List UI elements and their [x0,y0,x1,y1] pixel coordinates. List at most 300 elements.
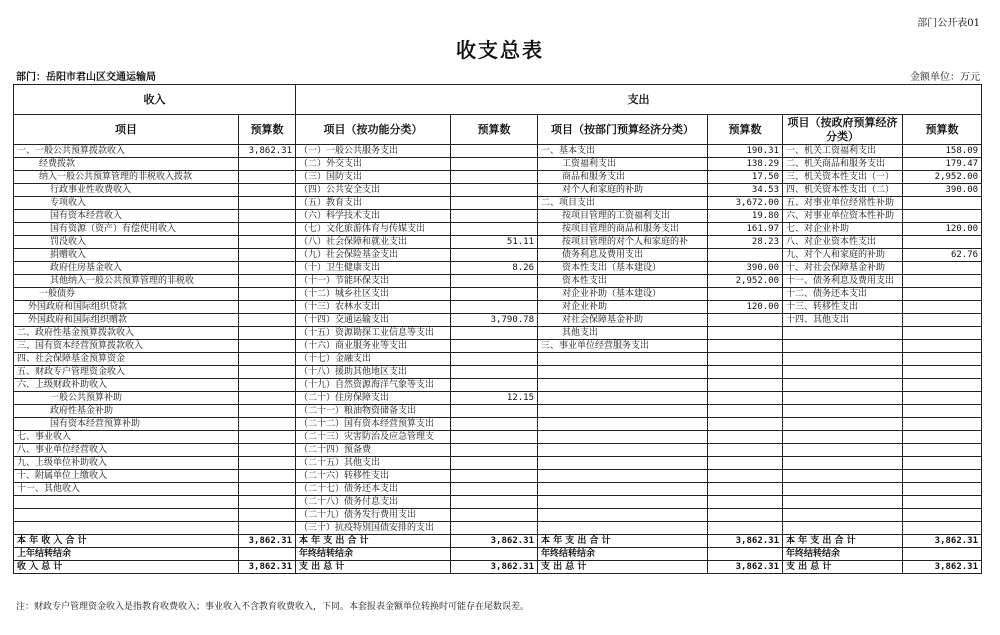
table-cell [239,249,296,262]
table-cell: （二十三）灾害防治及应急管理支 [296,431,451,444]
table-cell [239,496,296,509]
table-cell [783,327,903,340]
table-cell: 五、对事业单位经常性补助 [783,197,903,210]
table-cell [451,327,538,340]
table-cell: 3,790.78 [451,314,538,327]
table-cell [538,392,708,405]
table-cell: 九、上级单位补助收入 [14,457,239,470]
table-cell [239,444,296,457]
table-cell: 十三、转移性支出 [783,301,903,314]
econ-gov-item-header: 项目（按政府预算经济分类） [783,115,903,145]
table-row [14,353,982,366]
table-cell [451,210,538,223]
table-cell: 政府住房基金收入 [14,262,239,275]
table-cell [239,236,296,249]
table-cell [903,444,982,457]
table-cell [708,509,783,522]
table-cell: （二）外交支出 [296,158,451,171]
table-cell: （九）社会保险基金支出 [296,249,451,262]
total-row [14,535,982,548]
table-cell [538,496,708,509]
table-cell: 本 年 支 出 合 计 [296,535,451,548]
econ-dept-budget-header: 预算数 [708,115,783,145]
table-cell [239,301,296,314]
table-cell [903,392,982,405]
table-row [14,496,982,509]
table-cell: 年终结转结余 [296,548,451,561]
table-cell [708,392,783,405]
table-cell: （十二）城乡社区支出 [296,288,451,301]
table-cell [903,418,982,431]
table-cell [451,288,538,301]
table-cell [239,288,296,301]
table-row [14,392,982,405]
table-row [14,223,982,236]
table-row [14,509,982,522]
unit-label: 金额单位：万元 [910,72,980,83]
table-cell [903,483,982,496]
func-budget-header: 预算数 [451,115,538,145]
table-cell [239,210,296,223]
table-cell [451,548,538,561]
table-cell [783,392,903,405]
table-cell [239,353,296,366]
table-cell [903,340,982,353]
table-cell: 十一、债务利息及费用支出 [783,275,903,288]
income-header: 收入 [14,85,296,115]
table-row [14,327,982,340]
footnote: 注：财政专户管理资金收入是指教育收费收入；事业收入不含教育收费收入，下同。本套报表金额单位转换时可能存在尾数误差。 [16,602,530,612]
table-cell [783,483,903,496]
table-row [14,444,982,457]
table-cell [538,379,708,392]
table-cell: 3,862.31 [239,535,296,548]
table-cell [451,483,538,496]
table-cell: 390.00 [708,262,783,275]
table-cell: 按项目管理的商品和服务支出 [538,223,708,236]
table-cell: （十七）金融支出 [296,353,451,366]
table-cell: 3,862.31 [451,561,538,574]
table-cell: （二十六）转移性支出 [296,470,451,483]
table-row [14,366,982,379]
table-cell [451,197,538,210]
table-cell: 179.47 [903,158,982,171]
expense-header: 支出 [296,85,982,115]
table-cell: 51.11 [451,236,538,249]
table-cell [708,483,783,496]
table-cell [708,431,783,444]
table-cell [783,444,903,457]
table-cell [783,340,903,353]
table-cell: 商品和服务支出 [538,171,708,184]
table-cell: 七、事业收入 [14,431,239,444]
table-cell: 3,862.31 [708,535,783,548]
table-cell [903,314,982,327]
table-row [14,288,982,301]
table-cell [451,509,538,522]
table-cell: 2,952.00 [903,171,982,184]
table-cell [903,197,982,210]
table-cell [708,340,783,353]
table-cell [239,392,296,405]
table-cell: 3,672.00 [708,197,783,210]
table-cell: （十八）援助其他地区支出 [296,366,451,379]
table-cell: （二十八）债务付息支出 [296,496,451,509]
income-item-header: 项目 [14,115,239,145]
table-row [14,197,982,210]
table-cell: （二十）住房保障支出 [296,392,451,405]
table-cell: 对个人和家庭的补助 [538,184,708,197]
table-cell [538,418,708,431]
table-cell: 罚没收入 [14,236,239,249]
table-cell: 一、一般公共预算拨款收入 [14,145,239,158]
table-cell [239,158,296,171]
table-cell: 收 入 总 计 [14,561,239,574]
table-cell [783,431,903,444]
table-cell [239,223,296,236]
table-row [14,405,982,418]
table-cell [239,418,296,431]
table-cell: 国有资本经营收入 [14,210,239,223]
table-cell: 一般公共预算补助 [14,392,239,405]
table-cell: 捐赠收入 [14,249,239,262]
table-cell: （五）教育支出 [296,197,451,210]
table-cell [708,327,783,340]
table-cell: 支 出 总 计 [783,561,903,574]
table-cell: 八、事业单位经营收入 [14,444,239,457]
table-cell: 190.31 [708,145,783,158]
table-cell [451,340,538,353]
table-cell [14,496,239,509]
table-cell: 对社会保障基金补助 [538,314,708,327]
table-cell [783,418,903,431]
func-item-header: 项目（按功能分类） [296,115,451,145]
table-cell [451,184,538,197]
table-cell: 138.29 [708,158,783,171]
table-cell [239,470,296,483]
table-cell [239,197,296,210]
page-title: 收支总表 [456,38,544,62]
table-cell: 2,952.00 [708,275,783,288]
table-cell [239,184,296,197]
table-cell: 六、上级财政补助收入 [14,379,239,392]
table-cell [903,210,982,223]
table-cell: 上年结转结余 [14,548,239,561]
table-cell: 二、政府性基金预算拨款收入 [14,327,239,340]
table-cell [708,314,783,327]
table-cell: 十、对社会保障基金补助 [783,262,903,275]
table-cell: 资本性支出（基本建设） [538,262,708,275]
table-cell [538,522,708,535]
table-cell [451,457,538,470]
table-cell [239,405,296,418]
table-cell: 8.26 [451,262,538,275]
table-cell [239,548,296,561]
table-cell [451,158,538,171]
table-cell [903,522,982,535]
table-cell: 本 年 支 出 合 计 [783,535,903,548]
table-cell [451,223,538,236]
table-cell [903,548,982,561]
table-cell [903,327,982,340]
table-row [14,483,982,496]
table-cell: 按项目管理的工资福利支出 [538,210,708,223]
table-cell: 七、对企业补助 [783,223,903,236]
table-cell [783,366,903,379]
table-row [14,340,982,353]
table-cell [708,379,783,392]
table-row [14,522,982,535]
table-cell [538,353,708,366]
table-cell: 四、社会保障基金预算资金 [14,353,239,366]
table-cell [451,418,538,431]
table-cell [239,379,296,392]
table-row [14,431,982,444]
table-cell [538,470,708,483]
table-cell: 八、对企业资本性支出 [783,236,903,249]
table-cell: （三）国防支出 [296,171,451,184]
table-cell [903,470,982,483]
table-cell [903,457,982,470]
table-cell [708,444,783,457]
table-cell: 六、对事业单位资本性补助 [783,210,903,223]
table-cell [451,379,538,392]
table-cell: （八）社会保障和就业支出 [296,236,451,249]
table-cell: 十二、债务还本支出 [783,288,903,301]
table-cell [451,353,538,366]
table-cell [451,301,538,314]
table-cell: 行政事业性收费收入 [14,184,239,197]
table-cell: 专项收入 [14,197,239,210]
table-cell: （十）卫生健康支出 [296,262,451,275]
table-cell: 债务利息及费用支出 [538,249,708,262]
table-cell [708,288,783,301]
table-cell [708,457,783,470]
table-cell: 十四、其他支出 [783,314,903,327]
table-cell [538,483,708,496]
table-cell [451,470,538,483]
table-cell [538,444,708,457]
table-cell [783,496,903,509]
table-cell [451,275,538,288]
table-cell: 120.00 [903,223,982,236]
table-cell [783,405,903,418]
table-cell: 支 出 总 计 [296,561,451,574]
table-cell: （十三）农林水支出 [296,301,451,314]
table-cell [451,496,538,509]
table-cell [538,509,708,522]
table-cell [451,522,538,535]
table-cell [538,405,708,418]
table-cell: 一、机关工资福利支出 [783,145,903,158]
table-cell: 二、机关商品和服务支出 [783,158,903,171]
table-cell [708,470,783,483]
table-cell [903,275,982,288]
table-cell: 3,862.31 [903,535,982,548]
table-row [14,301,982,314]
table-cell: 161.97 [708,223,783,236]
table-cell: （六）科学技术支出 [296,210,451,223]
table-cell: 国有资源（资产）有偿使用收入 [14,223,239,236]
table-cell: 年终结转结余 [538,548,708,561]
table-cell: 3,862.31 [239,561,296,574]
table-cell: （二十五）其他支出 [296,457,451,470]
table-cell: 390.00 [903,184,982,197]
econ-dept-item-header: 项目（按部门预算经济分类） [538,115,708,145]
table-cell: 12.15 [451,392,538,405]
table-cell [903,405,982,418]
table-cell: （二十四）预备费 [296,444,451,457]
table-cell [783,353,903,366]
table-row [14,249,982,262]
table-cell [538,366,708,379]
table-cell: （二十七）债务还本支出 [296,483,451,496]
table-cell [14,509,239,522]
table-cell [239,262,296,275]
table-cell [239,509,296,522]
table-cell: 五、财政专户管理资金收入 [14,366,239,379]
table-cell [451,366,538,379]
table-cell [239,340,296,353]
table-cell: 一般债券 [14,288,239,301]
table-row [14,275,982,288]
table-cell [903,353,982,366]
table-cell: 120.00 [708,301,783,314]
table-cell [903,301,982,314]
table-row [14,314,982,327]
table-cell: （十六）商业服务业等支出 [296,340,451,353]
table-cell: 四、机关资本性支出（二） [783,184,903,197]
table-cell [708,366,783,379]
table-row [14,145,982,158]
table-cell: （十九）自然资源海洋气象等支出 [296,379,451,392]
econ-gov-budget-header: 预算数 [903,115,982,145]
table-cell [708,548,783,561]
table-cell [239,327,296,340]
table-cell: 17.50 [708,171,783,184]
table-row [14,379,982,392]
table-cell: 34.53 [708,184,783,197]
table-cell [239,171,296,184]
table-cell: 三、机关资本性支出（一） [783,171,903,184]
table-cell: 19.80 [708,210,783,223]
table-cell [708,418,783,431]
table-cell [451,405,538,418]
table-cell: （十一）节能环保支出 [296,275,451,288]
table-cell: 本 年 支 出 合 计 [538,535,708,548]
table-cell: 外国政府和国际组织贷款 [14,301,239,314]
report-code: 部门公开表01 [917,18,980,29]
table-row [14,470,982,483]
table-cell [903,431,982,444]
table-cell [708,522,783,535]
table-cell [239,457,296,470]
table-cell [451,171,538,184]
table-row [14,262,982,275]
table-cell: 其他支出 [538,327,708,340]
table-cell [783,470,903,483]
table-cell: 其他纳入一般公共预算管理的非税收 [14,275,239,288]
table-row [14,418,982,431]
table-cell: 政府性基金补助 [14,405,239,418]
table-cell: 外国政府和国际组织赠款 [14,314,239,327]
table-cell: 资本性支出 [538,275,708,288]
table-cell [783,379,903,392]
table-cell: （二十一）粮油物资储备支出 [296,405,451,418]
table-cell: （三十）抗疫特别国债安排的支出 [296,522,451,535]
table-cell: 年终结转结余 [783,548,903,561]
table-cell: 支 出 总 计 [538,561,708,574]
table-cell [451,145,538,158]
table-cell: 十、附属单位上缴收入 [14,470,239,483]
table-cell: 九、对个人和家庭的补助 [783,249,903,262]
table-cell: （十五）资源勘探工业信息等支出 [296,327,451,340]
table-cell: 62.76 [903,249,982,262]
table-cell: 3,862.31 [239,145,296,158]
table-cell: 对企业补助 [538,301,708,314]
table-row [14,184,982,197]
table-cell: 工资福利支出 [538,158,708,171]
table-cell: （四）公共安全支出 [296,184,451,197]
table-cell: 对企业补助（基本建设） [538,288,708,301]
table-cell [451,444,538,457]
table-cell [239,431,296,444]
table-cell [903,288,982,301]
total-row [14,561,982,574]
table-cell: 本 年 收 入 合 计 [14,535,239,548]
table-cell: 三、国有资本经营预算拨款收入 [14,340,239,353]
table-cell: （二十九）债务发行费用支出 [296,509,451,522]
table-row [14,171,982,184]
table-cell [903,496,982,509]
table-cell [239,275,296,288]
table-cell: 3,862.31 [451,535,538,548]
table-cell [239,314,296,327]
table-cell [538,457,708,470]
table-cell [903,366,982,379]
table-cell [451,431,538,444]
table-cell [14,522,239,535]
table-cell [239,522,296,535]
table-cell [903,509,982,522]
table-cell: 纳入一般公共预算管理的非税收入拨款 [14,171,239,184]
table-cell [783,457,903,470]
table-cell: 经费拨款 [14,158,239,171]
table-cell: 三、事业单位经营服务支出 [538,340,708,353]
revenue-expenditure-table [13,84,982,574]
income-budget-header: 预算数 [239,115,296,145]
table-cell [903,262,982,275]
total-row [14,548,982,561]
department-label: 部门：岳阳市君山区交通运输局 [16,72,156,83]
table-cell [451,249,538,262]
table-cell [708,249,783,262]
table-cell: 3,862.31 [903,561,982,574]
table-cell [903,236,982,249]
table-cell [239,483,296,496]
table-row [14,236,982,249]
table-cell: 3,862.31 [708,561,783,574]
table-cell: （二十二）国有资本经营预算支出 [296,418,451,431]
table-cell: 按项目管理的对个人和家庭的补 [538,236,708,249]
table-cell [708,496,783,509]
table-cell [708,405,783,418]
table-cell [903,379,982,392]
table-cell [783,522,903,535]
table-cell [538,431,708,444]
table-body [14,145,982,574]
table-cell: （一）一般公共服务支出 [296,145,451,158]
